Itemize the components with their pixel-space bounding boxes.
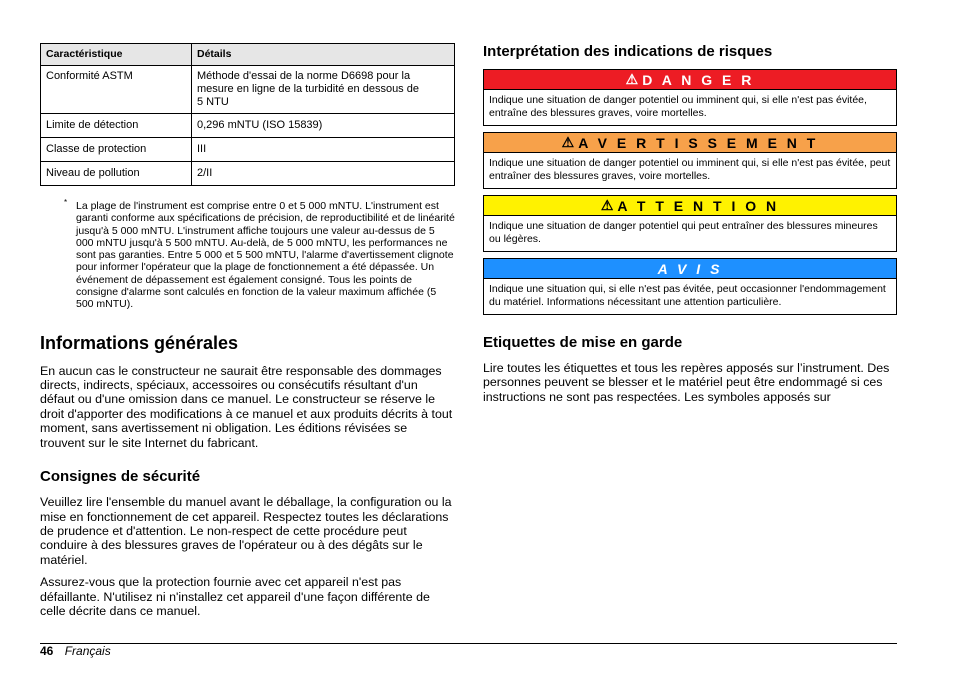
table-row [41,138,455,162]
right-column [483,43,897,412]
table-cell: III [192,138,455,162]
danger-text: Indique une situation de danger potentiel ou imminent qui, si elle n'est pas évitée, entraîne des blessures graves, voire mortelles. [489,94,867,119]
footer-divider [40,643,897,644]
caution-text: Indique une situation de danger potentiel qui peut entraîner des blessures mineures ou légères. [489,220,878,245]
warning-header [484,133,896,153]
section-title-hazards: Interprétation des indications de risques [483,43,773,60]
table-cell: 2/II [192,162,455,186]
section-title-general: Informations générales [40,332,239,353]
column-header: Détails [192,44,455,66]
danger-label: D A N G E R [642,71,755,88]
warning-label: A V E R T I S S E M E N T [578,134,819,151]
footnote-marker: * [64,198,68,207]
danger-header [484,70,896,90]
warning-triangle-icon: ⚠ [625,71,639,87]
section-title-safety: Consignes de sécurité [40,468,201,486]
footnote-text: La plage de l'instrument est comprise entre 0 et 5 000 mNTU. L'instrument est garanti conforme aux spécifications de précision, de reproductibilité et de linéarité jusqu'à 5 000 mNTU. L'instrument affiche toujours une valeur au-dessus de 5 000 mNTU jusqu'à 5 500 mNTU. Au-delà, de 5 000 mNTU, les performances ne sont pas garanties. Entre 5 000 et 5 500 mNTU, l'alarme d'avertissement clignote pour informer l'opérateur que la plage de fonctionnement a été dépassée. Un événement de dépassement est également consigné. Tous les points de consigne d'alarme sont calculés en fonction de la valeur maximum affichée (5 500 mNTU). [76,200,455,311]
specifications-table [40,43,455,186]
notice-text: Indique une situation qui, si elle n'est pas évitée, peut occasionner l'endommagement du matériel. Informations nécessitant une attention particulière. [489,283,886,308]
notice-header [484,259,896,279]
table-cell: Conformité ASTM [41,66,192,114]
page-footer [40,644,111,658]
labels-paragraph: Lire toutes les étiquettes et tous les repères apposés sur l’instrument. Des personnes peuvent se blesser et le matériel peut être endommagé si ces instructions ne sont pas respectées. Les symboles apposés sur [483,361,890,404]
table-row [41,114,455,138]
warning-text: Indique une situation de danger potentiel ou imminent qui, si elle n'est pas évitée, peut entraîner des blessures graves, voire mortelles. [489,157,891,182]
table-cell: Méthode d'essai de la norme D6698 pour la mesure en ligne de la turbidité en dessous de 5 NTU [192,66,455,114]
table-row [41,162,455,186]
table-footnote [40,200,455,311]
caution-box [483,195,897,252]
table-cell: 0,296 mNTU (ISO 15839) [192,114,455,138]
warning-triangle-icon: ⚠ [600,197,614,213]
left-column [40,43,455,626]
section-title-labels: Etiquettes de mise en garde [483,334,683,351]
table-header-row [41,44,455,66]
safety-paragraph-2: Assurez-vous que la protection fournie avec cet appareil n'est pas défaillante. N'utilisez ni n'installez cet appareil d'une façon différente de celle décrite dans ce manuel. [40,575,430,618]
table-cell: Classe de protection [41,138,192,162]
caution-label: A T T E N T I O N [617,197,780,214]
safety-paragraph-1: Veuillez lire l'ensemble du manuel avant le déballage, la configuration ou la mise en fonctionnement de cet appareil. Respectez toutes les déclarations de prudence et d'attention. Le non-respect de cette procédure peut conduire à des blessures graves de l'opérateur ou à des dégâts sur le matériel. [40,495,452,567]
table-cell: Limite de détection [41,114,192,138]
notice-label: A V I S [657,260,723,277]
table-cell: Niveau de pollution [41,162,192,186]
warning-triangle-icon: ⚠ [561,134,575,150]
caution-header [484,196,896,216]
table-row [41,66,455,114]
general-paragraph: En aucun cas le constructeur ne saurait être responsable des dommages directs, indirects, spéciaux, accessoires ou consécutifs résultant d'un défaut ou d'une omission dans ce manuel. Le constructeur se réserve le droit d'apporter des modifications à ce manuel et aux produits décrits à tout moment, sans avertissement ni obligation. Les éditions révisées se trouvent sur le site Internet du fabricant. [40,363,453,450]
footer-language: Français [64,644,111,658]
danger-box [483,69,897,126]
page-number: 46 [40,644,54,658]
warning-box [483,132,897,189]
notice-box [483,258,897,315]
column-header: Caractéristique [41,44,192,66]
